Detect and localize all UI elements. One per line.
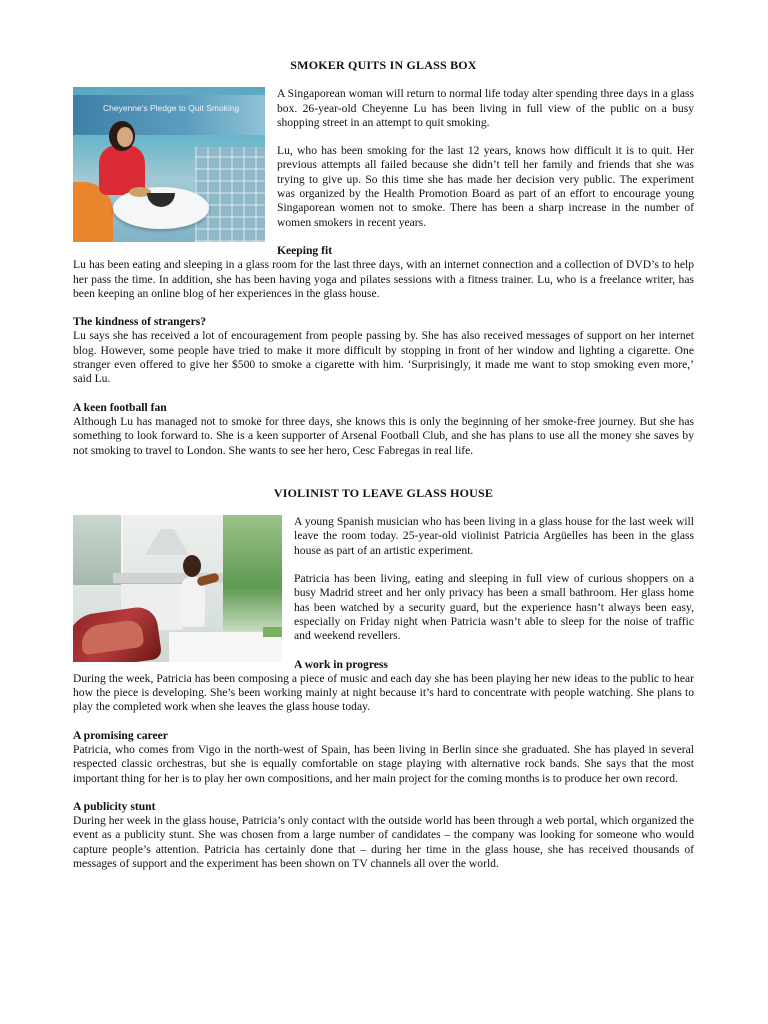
photo-tray: [263, 627, 282, 637]
article-paragraph: Patricia has been living, eating and sleeping in full view of curious shoppers on a busy Madrid street and her only privacy has been a small bathroom. Her glass home has been watched by a security guard, but the experience hasn’t always been easy, especially on Friday night when Patricia wasn’t able to sleep for the noise of traffic and weekend revellers.: [294, 572, 694, 643]
article-title: VIOLINIST TO LEAVE GLASS HOUSE: [273, 485, 494, 500]
photo-cooker-hood: [145, 529, 189, 555]
article-paragraph: Lu, who has been smoking for the last 12 years, knows how difficult it is to quit. Her previous attempts all failed because she didn’t tell her family and friends that she was trying to give up. So this time she has made her decision very public. The experiment was organized by the Health Promotion Board as part of an effort to encourage young Singaporean women not to smoke. There has been a sharp increase in the number of women smokers in recent years.: [277, 144, 694, 229]
section-paragraph: During her week in the glass house, Patricia’s only contact with the outside world has been through a web portal, which organized the event as a publicity stunt. She was chosen from a large number of candidates – the company was looking for someone who would capture people’s attention. Patricia has certainly done that – during her time in the glass house, she has received thousands of messages of support and the experiment has been shown on TV channels all over the world.: [73, 814, 694, 871]
article-title: SMOKER QUITS IN GLASS BOX: [290, 58, 477, 72]
section-paragraph: During the week, Patricia has been composing a piece of music and each day she has been playing her new ideas to the public to hear how the piece is developing. She’s been working mainly at night because it’s hard to concentrate with people watching. She plans to play the completed work when she leaves the glass house today.: [73, 671, 694, 714]
section-paragraph: Lu says she has received a lot of encouragement from people passing by. She has also received messages of support on her internet blog. However, some people have tried to make it more difficult by stopping in front of her window and lighting a cigarette. One stranger even offered to give her $500 to smoke a cigarette with him. ‘Surprisingly, it made me want to stop smoking even more,’ said Lu.: [73, 329, 694, 386]
section-heading: A keen football fan: [73, 400, 167, 414]
section-heading: Keeping fit: [277, 243, 333, 257]
section-heading: A publicity stunt: [73, 799, 156, 813]
section-paragraph: Although Lu has managed not to smoke for three days, she knows this is only the beginning of her smoke-free journey. But she has something to look forward to. She is a keen supporter of Arsenal Football Club, and she has plans to use all the money she saves by not smoking to travel to London. She wants to see her hero, Cesc Fabregas in real life.: [73, 414, 694, 457]
section-heading: A work in progress: [294, 657, 388, 671]
section-heading: The kindness of strangers?: [73, 315, 207, 329]
woman-eating-photo: [73, 87, 265, 242]
photo-banner-text: Cheyenne's Pledge to Quit Smoking: [103, 103, 240, 114]
photo-person-hair: [183, 555, 201, 577]
article-paragraph: A young Spanish musician who has been living in a glass house for the last week will leave the room today. 25-year-old violinist Patricia Argüelles has been in the glass house as part of an artistic experiment.: [294, 515, 694, 557]
violinist-photo: [73, 515, 282, 662]
section-paragraph: Patricia, who comes from Vigo in the north-west of Spain, has been living in Berlin since she graduated. She has played in several respected classic orchestras, but she is equally comfortable on stage playing with alternative rock bands. She says that the most important thing for her is to play her own compositions, and her main project for the coming months is to produce her own record.: [73, 742, 694, 785]
photo-wall-grid: [195, 147, 265, 242]
article-paragraph: A Singaporean woman will return to normal life today alter spending three days in a glass box. 26-year-old Cheyenne Lu has been living in full view of the public on a busy shopping street in an attempt to quit smoking.: [277, 87, 694, 129]
section-paragraph: Lu has been eating and sleeping in a glass room for the last three days, with an internet connection and a collection of DVD’s to help her pass the time. In addition, she has been having yoga and pilates sessions with a fitness trainer. Lu, who is a freelance writer, has been keeping an online blog of her experiences in the glass house.: [73, 258, 694, 300]
section-heading: A promising career: [73, 728, 168, 742]
photo-plants: [223, 515, 282, 635]
document-page: [73, 58, 694, 871]
